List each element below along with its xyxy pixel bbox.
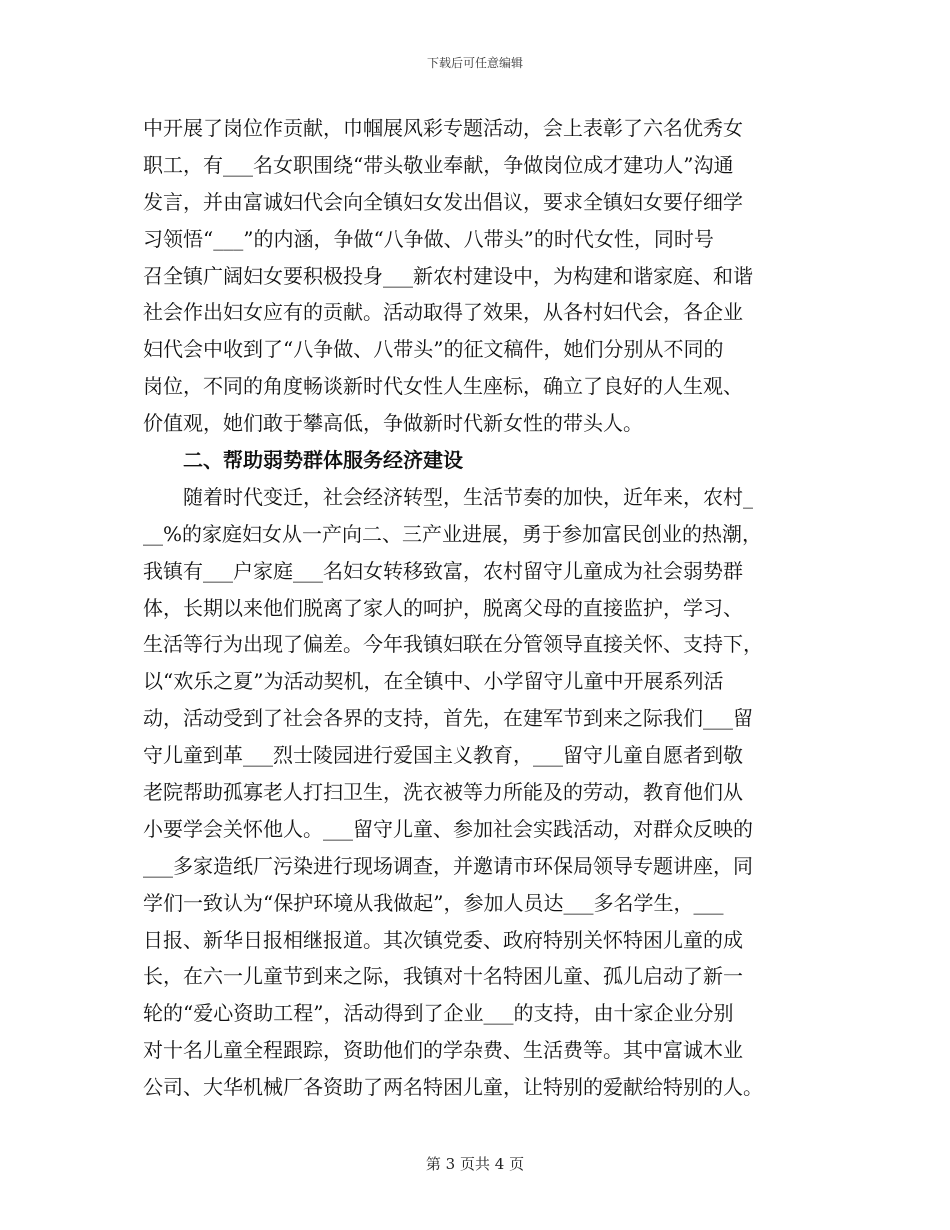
- text-line: 以“欢乐之夏”为活动契机，在全镇中、小学留守儿童中开展系列活: [143, 669, 724, 694]
- text-line: 习领悟“___”的内涵，争做“八争做、八带头”的时代女性，同时号: [143, 226, 714, 251]
- text-line: 召全镇广阔妇女要积极投身___新农村建设中，为构建和谐家庭、和谐: [143, 263, 753, 288]
- page-footer: 第 3 页共 4 页: [425, 1155, 525, 1173]
- text-line: 轮的“爱心资助工程”，活动得到了企业___的支持，由十家企业分别: [143, 1001, 734, 1026]
- text-line: 职工，有___名女职围绕“带头敬业奉献，争做岗位成才建功人”沟通: [143, 152, 734, 177]
- section-heading: 二、帮助弱势群体服务经济建设: [183, 448, 463, 473]
- text-line: 长，在六一儿童节到来之际，我镇对十名特困儿童、孤儿启动了新一: [143, 964, 743, 989]
- text-line: 老院帮助孤寡老人打扫卫生，洗衣被等力所能及的劳动，教育他们从: [143, 780, 743, 805]
- text-line: 中开展了岗位作贡献，巾帼展风彩专题活动，会上表彰了六名优秀女: [143, 116, 743, 140]
- text-line: 公司、大华机械厂各资助了两名特困儿童，让特别的爱献给特别的人。: [143, 1075, 763, 1100]
- text-line: 日报、新华日报相继报道。其次镇党委、政府特别关怀特困儿童的成: [143, 927, 743, 952]
- text-line: ___多家造纸厂污染进行现场调查，并邀请市环保局领导专题讲座，同: [143, 853, 753, 878]
- text-line: 对十名儿童全程跟踪，资助他们的学杂费、生活费等。其中富诚木业: [143, 1038, 743, 1063]
- document-body: [143, 110, 833, 1106]
- page-header: 下载后可任意编辑: [426, 56, 523, 70]
- text-line: 生活等行为出现了偏差。今年我镇妇联在分管领导直接关怀、支持下，: [143, 632, 763, 657]
- text-line: 我镇有___户家庭___名妇女转移致富，农村留守儿童成为社会弱势群: [143, 558, 743, 583]
- text-line: 岗位，不同的角度畅谈新时代女性人生座标，确立了良好的人生观、: [143, 374, 743, 399]
- text-line: 守儿童到革___烈士陵园进行爱国主义教育，___留守儿童自愿者到敬: [143, 743, 743, 768]
- text-line: 社会作出妇女应有的贡献。活动取得了效果，从各村妇代会，各企业: [143, 300, 743, 325]
- text-line: 随着时代变迁，社会经济转型，生活节奏的加快，近年来，农村_: [183, 484, 753, 509]
- text-line: 小要学会关怀他人。___留守儿童、参加社会实践活动，对群众反映的: [143, 816, 753, 841]
- text-line: 动，活动受到了社会各界的支持，首先，在建军节到来之际我们___留: [143, 706, 753, 731]
- text-line: __%的家庭妇女从一产向二、三产业进展，勇于参加富民创业的热潮，: [143, 521, 763, 546]
- text-line: 妇代会中收到了“八争做、八带头”的征文稿件，她们分别从不同的: [143, 337, 724, 362]
- text-line: 价值观，她们敢于攀高低，争做新时代新女性的带头人。: [143, 411, 643, 436]
- text-line: 体，长期以来他们脱离了家人的呵护，脱离父母的直接监护，学习、: [143, 595, 743, 620]
- text-line: 学们一致认为“保护环境从我做起”，参加人员达___多名学生，___: [143, 890, 724, 915]
- text-line: 发言，并由富诚妇代会向全镇妇女发出倡议，要求全镇妇女要仔细学: [143, 189, 743, 214]
